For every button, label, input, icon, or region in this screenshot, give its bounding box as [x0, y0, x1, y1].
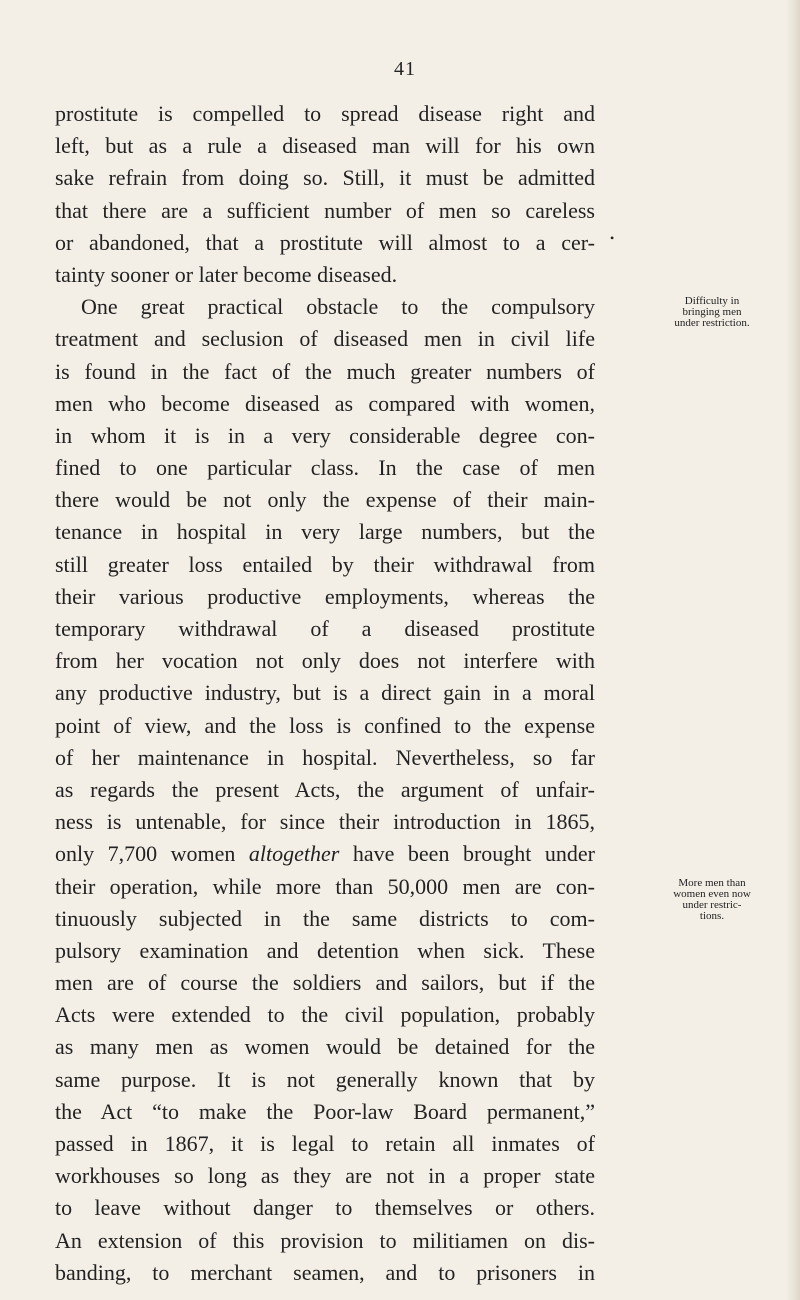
- text-line: same purpose. It is not generally known that by: [55, 1066, 595, 1092]
- text-line: tainty sooner or later become diseased.: [55, 261, 398, 287]
- text-line: men are of course the soldiers and sailors, but if the: [55, 970, 595, 996]
- text-line: point of view, and the loss is confined to the expense: [55, 712, 595, 738]
- text-line: that there are a sufficient number of men so careless: [55, 197, 595, 223]
- text-fragment: have been brought under: [352, 841, 595, 867]
- sidenote-line: bringing men: [682, 306, 742, 318]
- text-line: fined to one particular class. In the case of men: [55, 455, 595, 481]
- text-line: their various productive employments, whereas the: [55, 583, 595, 609]
- text-fragment: only 7,700 women: [55, 841, 236, 867]
- text-line: ness is untenable, for since their introduction in 1865,: [55, 809, 595, 835]
- text-line: pulsory examination and detention when sick. These: [55, 937, 595, 963]
- text-line: tenance in hospital in very large numbers, but the: [55, 519, 595, 545]
- sidenote-line: women even now: [673, 888, 751, 900]
- text-line: workhouses so long as they are not in a proper state: [55, 1163, 595, 1189]
- sidenote-line: More men than: [678, 877, 746, 889]
- text-line: temporary withdrawal of a diseased prostitute: [55, 616, 595, 641]
- text-line: left, but as a rule a diseased man will for his own: [55, 133, 595, 159]
- text-line: to leave without danger to themselves or others.: [55, 1195, 595, 1221]
- page-number: 41: [394, 58, 416, 80]
- text-line: of her maintenance in hospital. Nevertheless, so far: [55, 744, 595, 770]
- text-line: prostitute is compelled to spread disease right and: [55, 101, 595, 126]
- sidenote-line: tions.: [699, 910, 725, 922]
- text-line: is found in the fact of the much greater numbers of: [55, 358, 595, 384]
- text-line: sake refrain from doing so. Still, it must be admitted: [55, 165, 595, 191]
- text-line: as many men as women would be detained for the: [55, 1034, 595, 1060]
- text-line: [55, 838, 595, 870]
- sidenote-more-men: [652, 878, 772, 922]
- text-line: Acts were extended to the civil population, probably: [55, 1002, 595, 1028]
- sidenote-line: under restriction.: [674, 317, 750, 329]
- sidenote-line: Difficulty in: [684, 295, 740, 307]
- margin-mark: •: [610, 231, 615, 245]
- text-line: there would be not only the expense of their main-: [55, 487, 595, 513]
- text-line: in whom it is in a very considerable degree con-: [55, 422, 595, 448]
- text-line: An extension of this provision to militiamen on dis-: [55, 1227, 595, 1253]
- text-line: the Act “to make the Poor-law Board permanent,”: [55, 1098, 595, 1124]
- sidenote-difficulty: [652, 296, 772, 329]
- text-line: their operation, while more than 50,000 men are con-: [55, 873, 595, 899]
- page-edge-shadow: [786, 0, 800, 1300]
- body-text: [55, 98, 595, 1289]
- text-line: as regards the present Acts, the argument of unfair-: [55, 776, 595, 802]
- text-line: or abandoned, that a prostitute will almost to a cer-: [55, 229, 595, 255]
- text-line: banding, to merchant seamen, and to prisoners in: [55, 1259, 595, 1285]
- text-line: tinuously subjected in the same districts to com-: [55, 905, 595, 931]
- sidenote-line: under restric-: [682, 899, 742, 911]
- text-line: passed in 1867, it is legal to retain all inmates of: [55, 1131, 595, 1156]
- text-line: any productive industry, but is a direct gain in a moral: [55, 680, 595, 706]
- italic-word: altogether: [248, 841, 340, 867]
- text-line: men who become diseased as compared with women,: [55, 390, 595, 416]
- text-line: One great practical obstacle to the compulsory: [81, 294, 595, 320]
- text-line: from her vocation not only does not interfere with: [55, 648, 595, 674]
- text-line: treatment and seclusion of diseased men in civil life: [55, 326, 595, 352]
- text-line: still greater loss entailed by their withdrawal from: [55, 551, 595, 577]
